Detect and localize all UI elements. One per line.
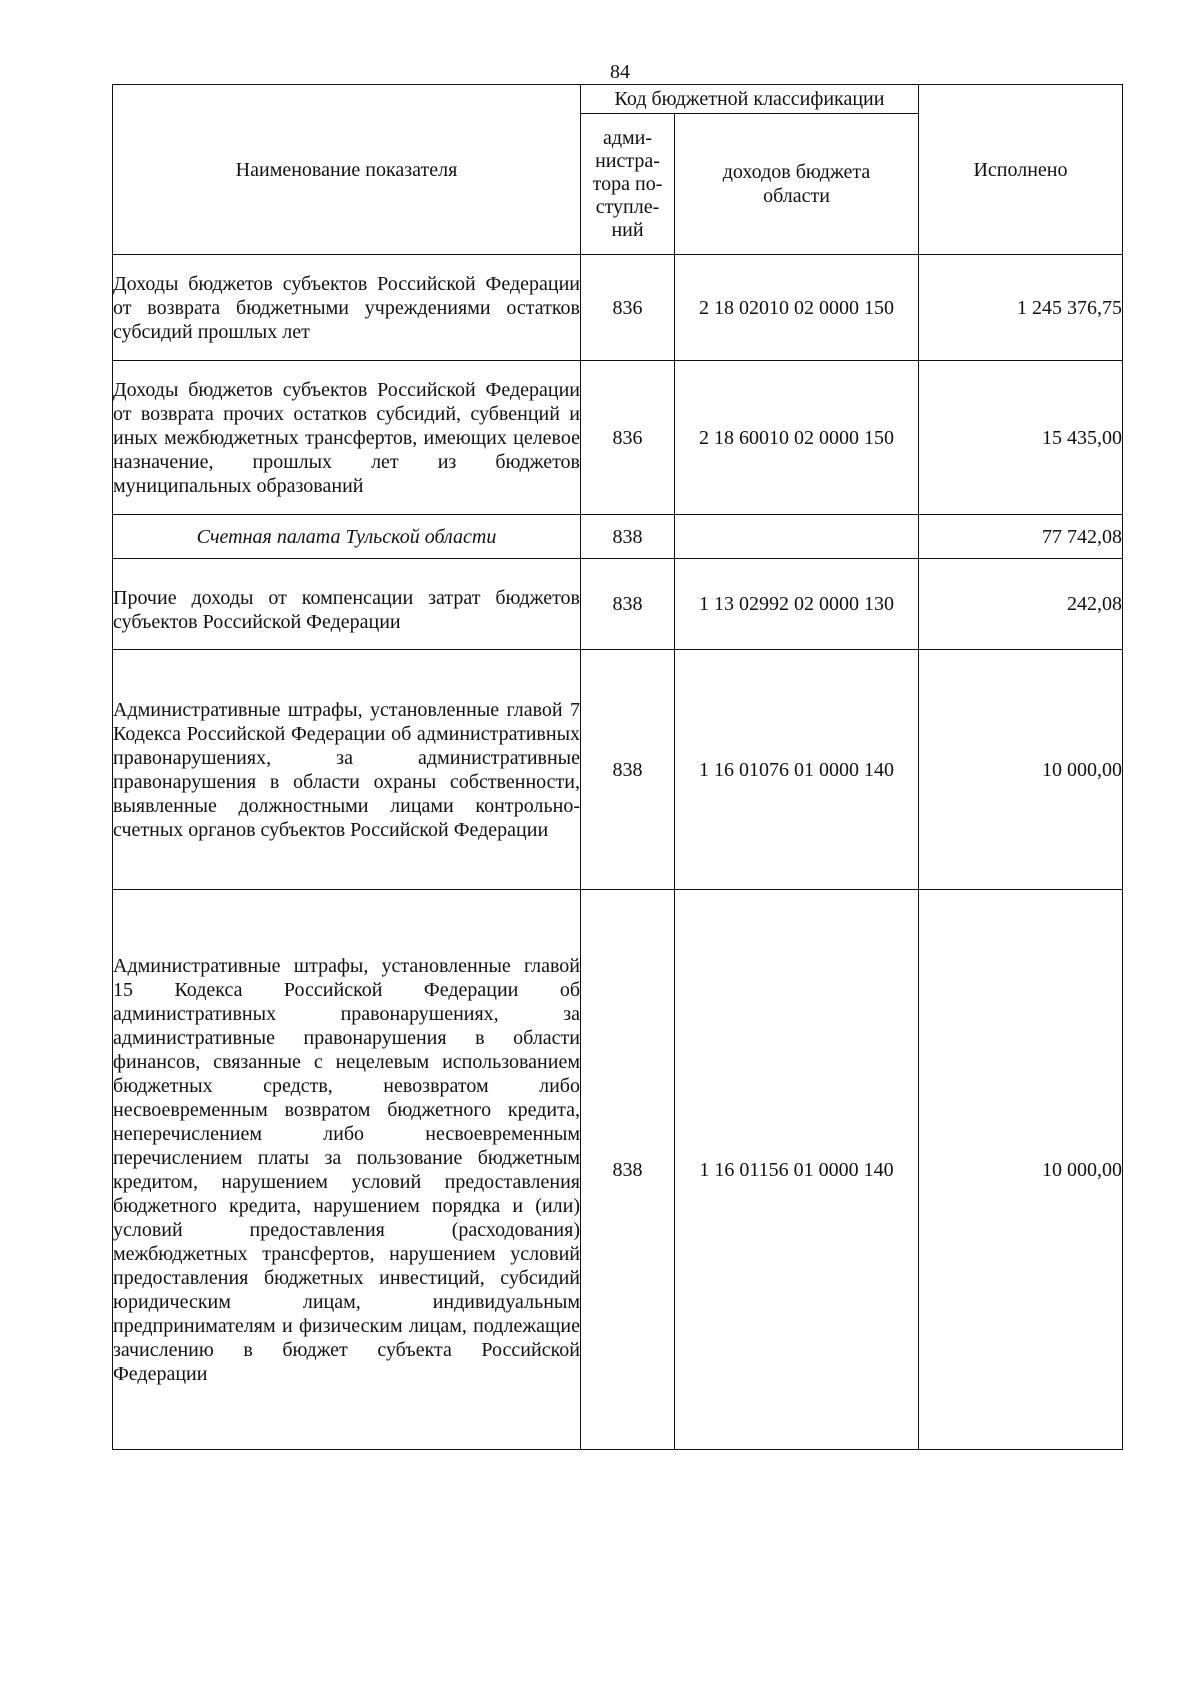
header-executed: Исполнено [919, 85, 1123, 255]
row-admin-code: 836 [581, 255, 675, 361]
row-admin-code: 836 [581, 361, 675, 515]
row-name: Прочие доходы от компенсации затрат бюджетов субъектов Российской Федерации [113, 559, 581, 650]
header-row-1 [113, 85, 1123, 114]
row-budget-code [675, 515, 919, 559]
row-budget-code: 1 13 02992 02 0000 130 [675, 559, 919, 650]
row-executed: 10 000,00 [919, 650, 1123, 890]
table-row [113, 255, 1123, 361]
row-name: Доходы бюджетов субъектов Российской Федерации от возврата прочих остатков субсидий, субвенций и иных межбюджетных трансфертов, имеющих целевое назначение, прошлых лет из бюджетов муниципальных образований [113, 361, 581, 515]
row-admin-code: 838 [581, 559, 675, 650]
table-row [113, 559, 1123, 650]
header-admin: адми- нистра- тора по- ступле- ний [581, 114, 675, 255]
budget-table [112, 84, 1123, 1450]
row-executed: 242,08 [919, 559, 1123, 650]
page-number: 84 [610, 61, 630, 83]
row-executed: 1 245 376,75 [919, 255, 1123, 361]
table-row [113, 361, 1123, 515]
row-budget-code: 1 16 01156 01 0000 140 [675, 890, 919, 1450]
table-row [113, 890, 1123, 1450]
row-budget-code: 1 16 01076 01 0000 140 [675, 650, 919, 890]
table-row [113, 515, 1123, 559]
row-executed: 10 000,00 [919, 890, 1123, 1450]
row-budget-code: 2 18 60010 02 0000 150 [675, 361, 919, 515]
row-executed: 77 742,08 [919, 515, 1123, 559]
table-row [113, 650, 1123, 890]
header-code-group: Код бюджетной классификации [581, 85, 919, 114]
row-name: Счетная палата Тульской области [113, 515, 581, 559]
header-name: Наименование показателя [113, 85, 581, 255]
row-admin-code: 838 [581, 650, 675, 890]
row-admin-code: 838 [581, 515, 675, 559]
row-budget-code: 2 18 02010 02 0000 150 [675, 255, 919, 361]
row-name: Административные штрафы, установленные главой 15 Кодекса Российской Федерации об административных правонарушениях, за административные правонарушения в области финансов, связанные с нецелевым использованием бюджетных средств, невозвратом либо несвоевременным возвратом бюджетного кредита, неперечислением либо несвоевременным перечислением платы за пользование бюджетным кредитом, нарушением условий предоставления бюджетного кредита, нарушением порядка и (или) условий предоставления (расходования) межбюджетных трансфертов, нарушением условий предоставления бюджетных инвестиций, субсидий юридическим лицам, индивидуальным предпринимателям и физическим лицам, подлежащие зачислению в бюджет субъекта Российской Федерации [113, 890, 581, 1450]
row-admin-code: 838 [581, 890, 675, 1450]
header-income: доходов бюджета области [675, 114, 919, 255]
row-name: Административные штрафы, установленные главой 7 Кодекса Российской Федерации об административных правонарушениях, за административные правонарушения в области охраны собственности, выявленные должностными лицами контрольно-счетных органов субъектов Российской Федерации [113, 650, 581, 890]
row-name: Доходы бюджетов субъектов Российской Федерации от возврата бюджетными учреждениями остатков субсидий прошлых лет [113, 255, 581, 361]
row-executed: 15 435,00 [919, 361, 1123, 515]
